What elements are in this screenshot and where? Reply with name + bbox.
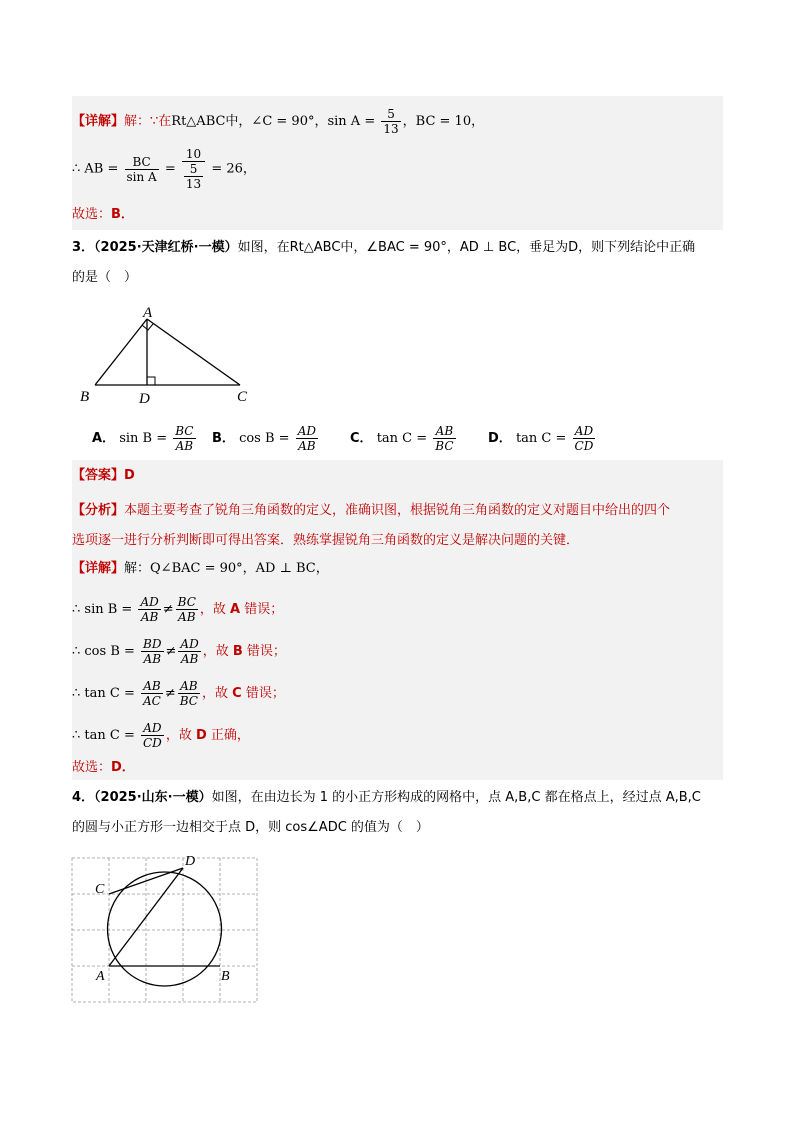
choice-label: 故选：	[72, 207, 112, 222]
answer-label: 【答案】	[72, 468, 125, 483]
label-b: B	[221, 969, 230, 984]
question-text-1: 如图，在由边长为 1 的小正方形构成的网格中，点 A,B,C 都在格点上，经过点 A,B,C	[211, 790, 701, 805]
label-c: C	[237, 389, 248, 405]
step-line-3: ∴ tan C = $\frac{AB}{AC}$ ≠ $\frac{AB}{BC}$ ，故 C 错误；	[72, 679, 285, 708]
triangle-figure	[75, 302, 260, 407]
analysis-block	[72, 496, 670, 556]
detail-intro-line	[72, 560, 329, 578]
sinA-fraction: $\frac{5}{13}$	[383, 107, 399, 136]
bc-over-sina: $\frac{BC}{\text{sin A}}$	[126, 154, 157, 184]
solution2-choice	[72, 206, 134, 224]
given-text: Rt△ABC中，∠C = 90°，sin A =	[171, 114, 376, 129]
detail-intro: 解：Q∠BAC = 90°，AD ⊥ BC，	[124, 561, 329, 576]
label-b: B	[80, 389, 90, 405]
solution2-line2	[72, 147, 256, 191]
label-a: A	[143, 305, 153, 321]
question3-choice: 故选：D．	[72, 760, 135, 775]
given-text-2: ，BC = 10，	[402, 114, 485, 129]
question-text-2: 的圆与小正方形一边相交于点 D，则 cos∠ADC 的值为（ ）	[72, 820, 429, 835]
equals-sign: =	[164, 161, 176, 177]
grid-circle-figure	[70, 852, 262, 1006]
question-source: （2025·山东·一模）	[94, 790, 212, 805]
answer-value: D	[124, 468, 135, 483]
step-line-2: ∴ cos B = $\frac{BD}{AB}$ ≠ $\frac{AD}{AB}$ ，故 B 错误；	[72, 637, 286, 666]
choice-value: B．	[111, 207, 134, 222]
step-line-4: ∴ tan C = $\frac{AD}{CD}$ ，故 D 正确，	[72, 721, 250, 750]
solution2-line1	[72, 107, 484, 136]
analysis-text-2: 选项逐一进行分析判断即可得出答案．熟练掌握锐角三角函数的定义是解决问题的关键．	[72, 533, 580, 548]
option-c[interactable]: C． tan C = $\frac{AB}{BC}$	[350, 424, 454, 453]
detail-label: 【详解】	[72, 114, 125, 129]
calc-prefix: ∴ AB =	[72, 161, 119, 177]
question3-text	[72, 233, 695, 293]
calc-result: = 26，	[211, 161, 256, 177]
label-c: C	[95, 882, 105, 897]
question4-text	[72, 783, 701, 843]
question-text-2: 的是（ ）	[72, 270, 138, 285]
detail-prefix: 解：∵在	[124, 114, 172, 129]
option-d[interactable]: D． tan C = $\frac{AD}{CD}$	[488, 424, 594, 453]
analysis-label: 【分析】	[72, 503, 125, 518]
question-number: 4．	[72, 790, 95, 805]
analysis-text-1: 本题主要考查了锐角三角函数的定义，准确识图，根据锐角三角函数的定义对题目中给出的四个	[124, 503, 671, 518]
question-text-1: 如图，在Rt△ABC中，∠BAC = 90°，AD ⊥ BC，垂足为D，则下列结论中正确	[237, 240, 696, 255]
question-number: 3．	[72, 240, 95, 255]
label-d: D	[139, 391, 150, 407]
step-line-1: ∴ sin B = $\frac{AD}{AB}$ ≠ $\frac{BC}{AB}$ ，故 A 错误；	[72, 595, 284, 624]
answer-line	[72, 467, 135, 485]
compound-fraction: $\frac{10}{\frac{5}{13}}$	[182, 147, 205, 191]
label-a: A	[96, 969, 105, 984]
option-b[interactable]: B． cos B = $\frac{AD}{AB}$	[212, 424, 316, 453]
label-d: D	[185, 854, 196, 869]
detail-label: 【详解】	[72, 561, 125, 576]
option-a[interactable]: A． sin B = $\frac{BC}{AB}$	[92, 424, 194, 453]
question-source: （2025·天津红桥·一模）	[94, 240, 238, 255]
